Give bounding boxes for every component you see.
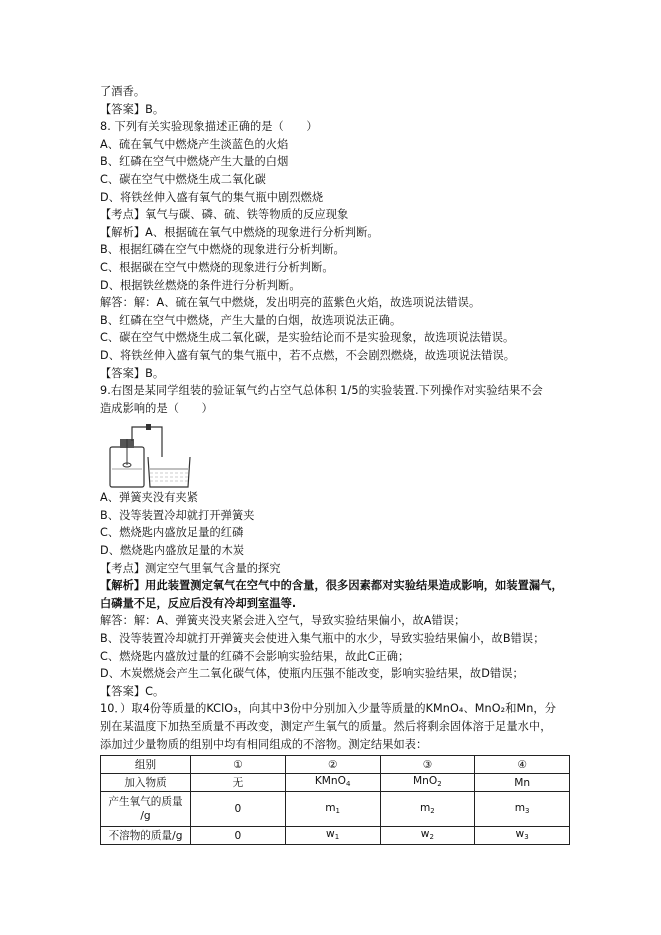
table-cell: 0 (191, 827, 286, 845)
text-line: D、木炭燃烧会产生二氧化碳气体，使瓶内压强不能改变，影响实验结果，故D错误； (100, 667, 524, 681)
table-cell: $w_1$ (285, 827, 380, 845)
text-line: C、根据碳在空气中燃烧的现象进行分析判断。 (100, 260, 334, 274)
text-line: B、根据红磷在空气中燃烧的现象进行分析判断。 (100, 243, 345, 257)
text-line: 造成影响的是（ ） (100, 401, 213, 415)
table-cell: KMnO$_4$ (285, 774, 380, 792)
text-line: 别在某温度下加热至质量不再改变，测定产生氧气的质量。然后将剩余固体溶于足量水中， (100, 720, 552, 733)
text-line: B、红磷在空气中燃烧，产生大量的白烟，故选项说法正确。 (100, 313, 402, 327)
text-line: B、没等装置冷却就打开弹簧夹会使进入集气瓶中的水少，导致实验结果偏小，故B错误； (100, 632, 545, 646)
table-cell: $m_3$ (475, 792, 570, 827)
table-cell: $w_2$ (380, 827, 475, 845)
beaker (148, 457, 190, 487)
text-line: 添加过少量物质的组别中均有相同组成的不溶物。测定结果如表： (100, 737, 428, 751)
text-line: 8. 下列有关实验现象描述正确的是（ ） (100, 120, 318, 134)
table-row (101, 792, 570, 827)
text-line: 10．）取4份等质量的KClO₃，向其中3份中分别加入少量等质量的KMnO₄、MnO₂和Mn，分 (100, 702, 557, 716)
table-cell: 无 (191, 774, 286, 792)
text-line: 【考点】测定空气里氧气含量的探究 (100, 561, 281, 575)
text-line: A、弹簧夹没有夹紧 (100, 491, 199, 505)
table-cell: $m_2$ (380, 792, 475, 827)
text-line: 了酒香。 (100, 85, 146, 98)
text-block-q9-q10 (100, 489, 570, 753)
text-line: 解答：解：A、硫在氧气中燃烧，发出明亮的蓝紫色火焰，故选项说法错误。 (100, 296, 481, 310)
table-cell: 加入物质 (101, 774, 191, 792)
text-line: 【答案】B。 (100, 366, 165, 380)
table-cell: Mn (475, 774, 570, 792)
table-cell: ③ (380, 756, 475, 774)
apparatus-drawing (102, 417, 222, 489)
table-cell: 不溶物的质量/g (101, 827, 191, 845)
text-line: D、将铁丝伸入盛有氧气的集气瓶中，若不点燃，不会剧烈燃烧，故选项说法错误。 (100, 348, 516, 362)
text-line: 白磷量不足，反应后没有冷却到室温等. (100, 596, 297, 610)
table-row (101, 827, 570, 845)
text-line: 【解析】A、根据硫在氧气中燃烧的现象进行分析判断。 (100, 225, 379, 239)
text-line: A、硫在氧气中燃烧产生淡蓝色的火焰 (100, 137, 289, 151)
table-cell: $m_1$ (285, 792, 380, 827)
table-cell: 0 (191, 792, 286, 827)
table-cell: ② (285, 756, 380, 774)
results-table (100, 755, 570, 845)
table-cell: ④ (475, 756, 570, 774)
text-line: D、燃烧匙内盛放足量的木炭 (100, 544, 245, 558)
text-line: B、没等装置冷却就打开弹簧夹 (100, 508, 255, 522)
text-line: 解答：解：A、弹簧夹没夹紧会进入空气，导致实验结果偏小，故A错误； (100, 614, 466, 628)
table-cell: ① (191, 756, 286, 774)
table-cell: $w_3$ (475, 827, 570, 845)
table-row (101, 774, 570, 792)
table-cell: 组别 (101, 756, 191, 774)
apparatus-figure (100, 417, 570, 489)
text-line: D、根据铁丝燃烧的条件进行分析判断。 (100, 278, 301, 292)
text-line: 【解析】用此装置测定氧气在空气中的含量，很多因素都对实验结果造成影响，如装置漏气， (100, 579, 563, 593)
document-content (100, 83, 570, 845)
text-line: 【考点】氧气与碳、磷、硫、铁等物质的反应现象 (100, 208, 349, 222)
text-line: 9.右图是某同学组装的验证氧气约占空气总体积 1/5的实验装置.下列操作对实验结果不会 (100, 384, 543, 398)
text-line: D、将铁丝伸入盛有氧气的集气瓶中剧烈燃烧 (100, 190, 324, 204)
glass-tube (132, 427, 162, 457)
text-line: B、红磷在空气中燃烧产生大量的白烟 (100, 155, 289, 169)
spring-clamp (146, 424, 151, 430)
text-line: C、燃烧匙内盛放足量的红磷 (100, 526, 244, 540)
table-cell: 产生氧气的质量 /g (101, 792, 191, 827)
table-cell: MnO$_2$ (380, 774, 475, 792)
table-header-row (101, 756, 570, 774)
text-line: C、碳在空气中燃烧生成二氧化碳，是实验结论而不是实验现象，故选项说法错误。 (100, 331, 515, 345)
text-line: C、燃烧匙内盛放过量的红磷不会影响实验结果，故此C正确； (100, 649, 410, 663)
text-block-q8 (100, 83, 570, 417)
text-line: C、碳在空气中燃烧生成二氧化碳 (100, 172, 266, 186)
text-line: 【答案】C。 (100, 684, 165, 698)
text-line: 【答案】B。 (100, 102, 165, 116)
